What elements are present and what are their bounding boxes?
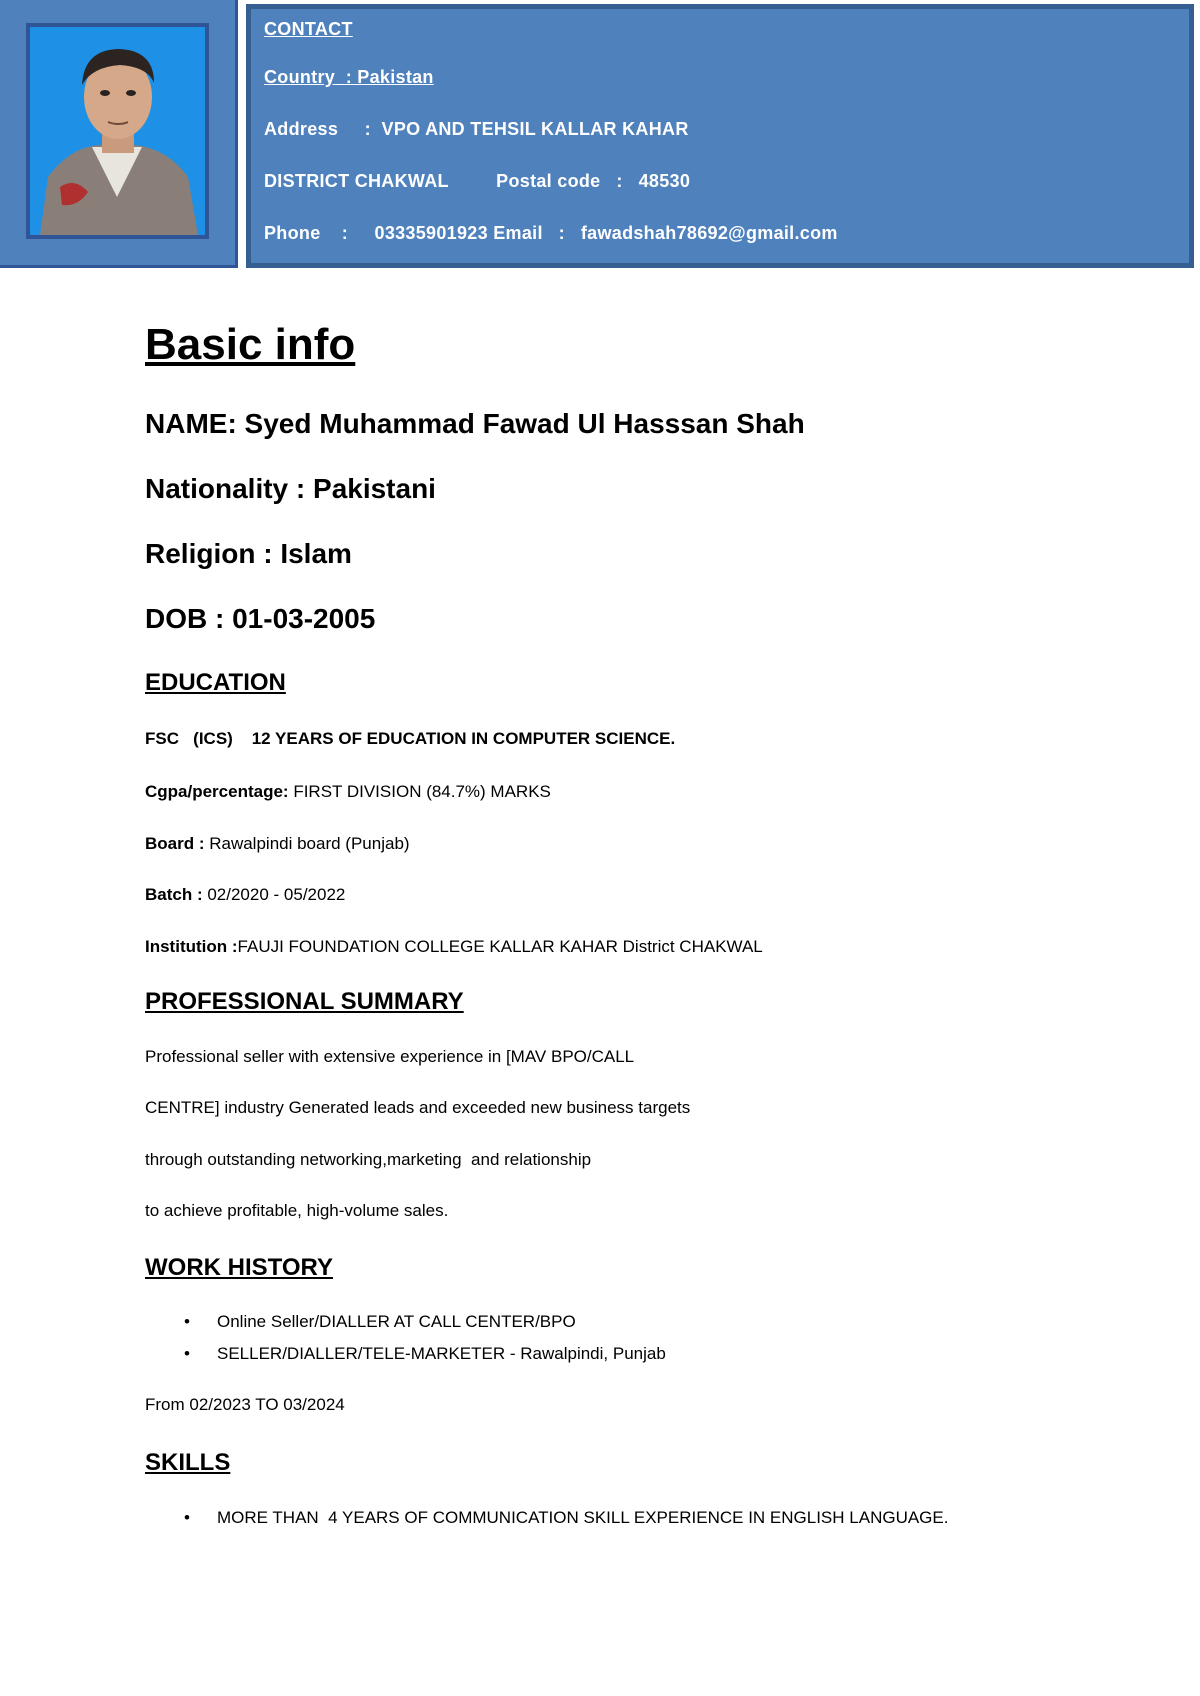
contact-phone-email: Phone : 03335901923 Email : fawadshah78692@gmail.com — [264, 223, 838, 243]
name-line: NAME: Syed Muhammad Fawad Ul Hasssan Shah — [145, 408, 805, 439]
cgpa-value: FIRST DIVISION (84.7%) MARKS — [288, 782, 551, 801]
nationality-line: Nationality : Pakistani — [145, 473, 436, 504]
dob-line: DOB : 01-03-2005 — [145, 603, 376, 634]
contact-district-postal: DISTRICT CHAKWAL Postal code : 48530 — [264, 171, 691, 191]
education-board — [145, 834, 410, 854]
skills-heading: SKILLS — [145, 1449, 231, 1476]
education-degree: FSC (ICS) 12 YEARS OF EDUCATION IN COMPUTER SCIENCE. — [145, 729, 676, 748]
batch-value: 02/2020 - 05/2022 — [202, 885, 346, 904]
basic-info-heading: Basic info — [145, 320, 356, 369]
summary-line: to achieve profitable, high-volume sales. — [145, 1201, 449, 1220]
bullet-icon: • — [184, 1312, 190, 1331]
work-history-item — [184, 1344, 666, 1364]
skills-item — [184, 1508, 949, 1528]
work-history-item-text: Online Seller/DIALLER AT CALL CENTER/BPO — [217, 1312, 576, 1331]
contact-address: Address : VPO AND TEHSIL KALLAR KAHAR — [264, 119, 689, 139]
bullet-icon: • — [184, 1344, 190, 1363]
summary-heading: PROFESSIONAL SUMMARY — [145, 988, 464, 1015]
work-period: From 02/2023 TO 03/2024 — [145, 1395, 345, 1414]
education-heading: EDUCATION — [145, 669, 286, 696]
institution-label: Institution : — [145, 937, 238, 956]
religion-line: Religion : Islam — [145, 538, 352, 569]
institution-value: FAUJI FOUNDATION COLLEGE KALLAR KAHAR District CHAKWAL — [237, 937, 763, 956]
photo-frame — [0, 0, 238, 268]
work-history-heading: WORK HISTORY — [145, 1254, 334, 1281]
summary-line: CENTRE] industry Generated leads and exceeded new business targets — [145, 1098, 691, 1117]
summary-line: through outstanding networking,marketing and relationship — [145, 1150, 592, 1169]
skills-item-text: MORE THAN 4 YEARS OF COMMUNICATION SKILL EXPERIENCE IN ENGLISH LANGUAGE. — [217, 1508, 949, 1527]
contact-panel — [246, 4, 1194, 268]
education-batch — [145, 885, 345, 905]
work-history-item — [184, 1312, 576, 1332]
education-cgpa — [145, 782, 551, 802]
contact-country: Country : Pakistan — [264, 67, 434, 87]
person-portrait-icon — [30, 27, 205, 235]
cgpa-label: Cgpa/percentage: — [145, 782, 289, 801]
board-value: Rawalpindi board (Punjab) — [204, 834, 410, 853]
work-history-item-text: SELLER/DIALLER/TELE-MARKETER - Rawalpindi, Punjab — [217, 1344, 666, 1363]
bullet-icon: • — [184, 1508, 190, 1527]
summary-line: Professional seller with extensive experience in [MAV BPO/CALL — [145, 1047, 635, 1066]
board-label: Board : — [145, 834, 205, 853]
education-institution — [145, 937, 763, 957]
contact-heading: CONTACT — [264, 19, 353, 39]
batch-label: Batch : — [145, 885, 203, 904]
profile-photo — [26, 23, 209, 239]
